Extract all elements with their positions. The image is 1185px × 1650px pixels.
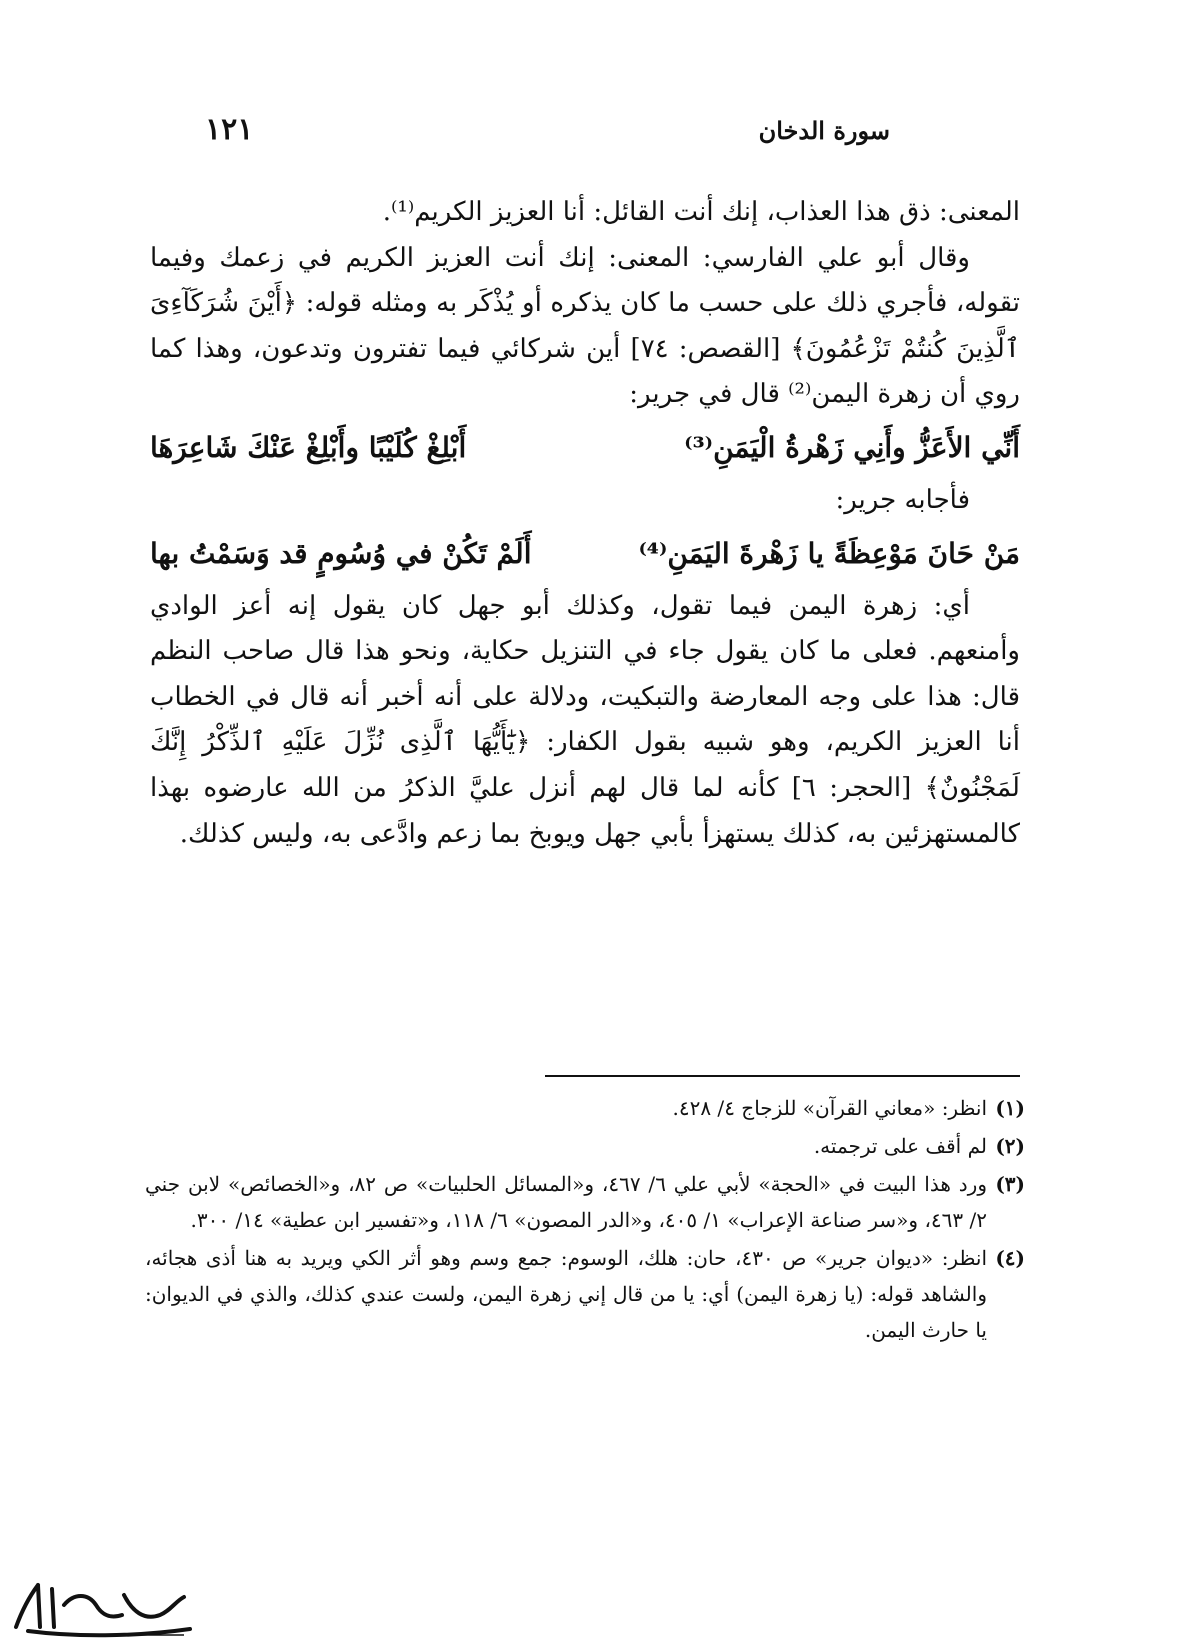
footnote-number: (٣) xyxy=(995,1172,1025,1196)
logo-svg xyxy=(4,1575,204,1645)
paragraph-3: فأجابه جرير: xyxy=(835,484,970,515)
footnote-text: انظر: «معاني القرآن» للزجاج ٤/ ٤٢٨. xyxy=(672,1096,987,1120)
verse-1-first-hemistich: أَبْلِغْ كُلَيْبًا وأَبْلِغْ عَنْكَ شَاعِرَهَا xyxy=(150,430,467,464)
verse-2-second-hemistich: مَنْ حَانَ مَوْعِظَةً يا زَهْرةَ اليَمَنِ⁽⁴⁾ xyxy=(638,536,1020,570)
footnote-text: لم أقف على ترجمته. xyxy=(813,1134,987,1158)
footnote-text: انظر: «ديوان جرير» ص ٤٣٠، حان: هلك، الوسوم: جمع وسم وهو أثر الكي ويريد به هنا أذى هجائه، والشاهد قوله: (يا زهرة اليمن) أي: يا من قال إني زهرة اليمن، ولست عندي كذلك، والذي في الديوان: يا حارث اليمن. xyxy=(145,1246,988,1342)
footnote-number: (٢) xyxy=(995,1134,1025,1158)
footnote-item xyxy=(145,1240,1025,1348)
poetry-verse-2 xyxy=(150,528,1020,580)
footnote-item xyxy=(145,1128,1025,1164)
footnotes xyxy=(145,1090,1025,1350)
footnote-number: (١) xyxy=(995,1096,1025,1120)
footnote-item xyxy=(145,1090,1025,1126)
footnote-number: (٤) xyxy=(995,1246,1025,1270)
footnote-text: ورد هذا البيت في «الحجة» لأبي علي ٦/ ٤٦٧، و«المسائل الحلبيات» ص ٨٢، و«الخصائص» لابن جني ٢/ ٤٦٣، و«سر صناعة الإعراب» ١/ ٤٠٥، و«الدر المصون» ٦/ ١١٨، و«تفسير ابن عطية» ١٤/ ٣٠٠. xyxy=(145,1172,987,1232)
paragraph-2: وقال أبو علي الفارسي: المعنى: إنك أنت العزيز الكريم في زعمك وفيما تقوله، فأجري ذلك على حسب ما كان يذكره أو يُذْكَر به ومثله قوله: ﴿أَيْنَ شُرَكَآءِىَ ٱلَّذِينَ كُنتُمْ تَزْعُمُونَ﴾ [القصص: ٧٤] أين شركائي فيما تفترون وتدعون، وهذا كما روي أن زهرة اليمن⁽²⁾ قال في جرير: xyxy=(150,242,1020,410)
footnote-item xyxy=(145,1166,1025,1238)
paragraph-4: أي: زهرة اليمن فيما تقول، وكذلك أبو جهل كان يقول إنه أعز الوادي وأمنعهم. فعلى ما كان يقول جاء في التنزيل حكاية، ونحو هذا قال صاحب النظم قال: هذا على وجه المعارضة والتبكيت، ودلالة على أنه أخبر أنه قال في الخطاب أنا العزيز الكريم، وهو شبيه بقول الكفار: ﴿يَٰٓأَيُّهَا ٱلَّذِى نُزِّلَ عَلَيْهِ ٱلذِّكْرُ إِنَّكَ لَمَجْنُونٌ﴾ [الحجر: ٦] كأنه لما قال لهم أنزل عليَّ الذكرُ من الله عارضوه بهذا كالمستهزئين به، كذلك يستهزأ بأبي جهل ويوبخ بما زعم وادَّعى به، وليس كذلك. xyxy=(150,590,1020,849)
page-number: ١٢١ xyxy=(205,112,254,147)
watermark-calligraphy-logo-icon xyxy=(4,1575,204,1645)
footnote-divider xyxy=(545,1075,1020,1077)
poetry-verse-1 xyxy=(150,422,1020,474)
verse-1-second-hemistich: أَنِّي الأَعَزُّ وأَنِي زَهْرةُ الْيَمَنِ⁽³⁾ xyxy=(684,430,1020,464)
page-header xyxy=(205,112,890,147)
surah-title: سورة الدخان xyxy=(758,116,890,145)
verse-2-first-hemistich: أَلَمْ تَكُنْ في وُسُومٍ قد وَسَمْتُ بها xyxy=(150,536,532,570)
paragraph-1: المعنى: ذق هذا العذاب، إنك أنت القائل: أنا العزيز الكريم⁽¹⁾. xyxy=(382,197,1020,227)
main-text xyxy=(150,190,1020,857)
